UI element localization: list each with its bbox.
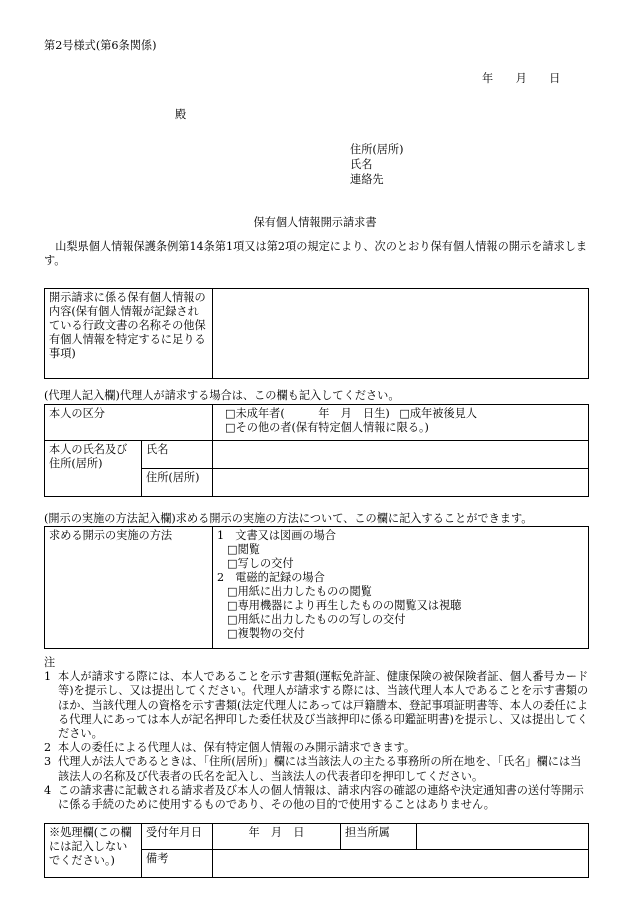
method-section-heading: (開示の実施の方法記入欄)求める開示の実施の方法について、この欄に記入することができます。 [44,512,533,525]
note-number: 2 [44,741,52,755]
note-item [44,755,592,783]
person-address-label: 住所(居所) [142,469,213,497]
note-text: この請求書に記載される請求者及び本人の個人情報は、請求内容の確認の連絡や決定通知書の送付等開示に係る手続のために使用するものであり、その他の目的で使用することはありません。 [58,783,584,812]
person-name-address-label: 本人の氏名及び住所(居所) [45,441,142,497]
requester-address-label: 住所(居所) [350,143,404,156]
method-electronic-heading: 2 電磁的記録の場合 [217,571,325,584]
processing-label: ※処理欄(この欄には記入しないでください。) [45,824,142,878]
received-date-label: 受付年月日 [142,824,213,850]
option-duplicate[interactable]: □複製物の交付 [227,627,305,640]
request-table [44,288,589,379]
form-number: 第2号様式(第6条関係) [44,39,157,52]
note-text: 本人の委任による代理人は、保有特定個人情報のみ開示請求できます。 [58,741,416,755]
method-doc-heading: 1 文書又は図画の場合 [217,529,336,542]
agent-section-heading: (代理人記入欄)代理人が請求する場合は、この欄も記入してください。 [44,389,400,402]
department-value [417,824,589,850]
note-item [44,784,592,812]
addressee: 殿 [175,108,187,121]
option-other[interactable]: □その他の者(保有特定個人情報に限る。) [225,421,429,434]
person-name-label: 氏名 [142,441,213,469]
option-copy[interactable]: □写しの交付 [227,557,294,570]
note-item [44,741,592,755]
remarks-value [213,850,589,878]
request-content-field[interactable] [213,289,589,379]
note-item [44,670,592,741]
note-number: 4 [44,783,52,797]
option-printout-copy[interactable]: □用紙に出力したものの写しの交付 [227,613,406,626]
option-printout-view[interactable]: □用紙に出力したものの閲覧 [227,585,372,598]
note-number: 3 [44,755,52,769]
requester-name-label: 氏名 [350,158,373,171]
option-device-view[interactable]: □専用機器により再生したものの閲覧又は視聴 [227,599,462,612]
option-view[interactable]: □閲覧 [227,543,260,556]
agent-table [44,404,589,497]
request-content-label: 開示請求に係る保有個人情報の内容(保有個人情報が記録されている行政文書の名称その他保有個人情報を特定するに足りる事項) [45,289,213,379]
requester-contact-label: 連絡先 [350,173,384,186]
notes-heading: 注 [44,656,56,669]
notes [44,656,592,812]
remarks-label: 備考 [142,850,213,878]
intro-text: 山梨県個人情報保護条例第14条第1項又は第2項の規定により、次のとおり保有個人情報の開示を請求します。 [44,240,588,267]
option-minor[interactable]: □未成年者( 年 月 日生) [225,407,390,420]
note-text: 本人が請求する際には、本人であることを示す書類(運転免許証、健康保険の被保険者証、個人番号カード等)を提示し、又は提出してください。代理人が請求する際には、当該代理人本人であることを示す書類のほか、当該代理人の資格を示す書類(法定代理人にあっては戸籍謄本、登記事項証明書等、本人の委任による代理人にあっては本人が記名押印した委任状及び当該押印に係る印鑑証明書)を提示し、又は提出してください。 [58,670,589,741]
person-category-label: 本人の区分 [45,405,213,441]
received-date-value: 年 月 日 [213,824,341,850]
note-number: 1 [44,670,52,684]
person-address-field[interactable] [213,469,589,497]
note-text: 代理人が法人であるときは、「住所(居所)」欄には当該法人の主たる事務所の所在地を、「氏名」欄には当該法人の名称及び代表者の氏名を記入し、当該法人の代表者印を押印してください。 [58,755,582,783]
person-name-field[interactable] [213,441,589,469]
date-line: 年 月 日 [482,72,561,85]
option-adult-guardian[interactable]: □成年被後見人 [399,407,478,420]
method-table [44,526,589,649]
processing-table [44,823,589,878]
department-label: 担当所属 [341,824,417,850]
document-title: 保有個人情報開示請求書 [253,216,377,229]
method-label: 求める開示の実施の方法 [45,527,213,649]
